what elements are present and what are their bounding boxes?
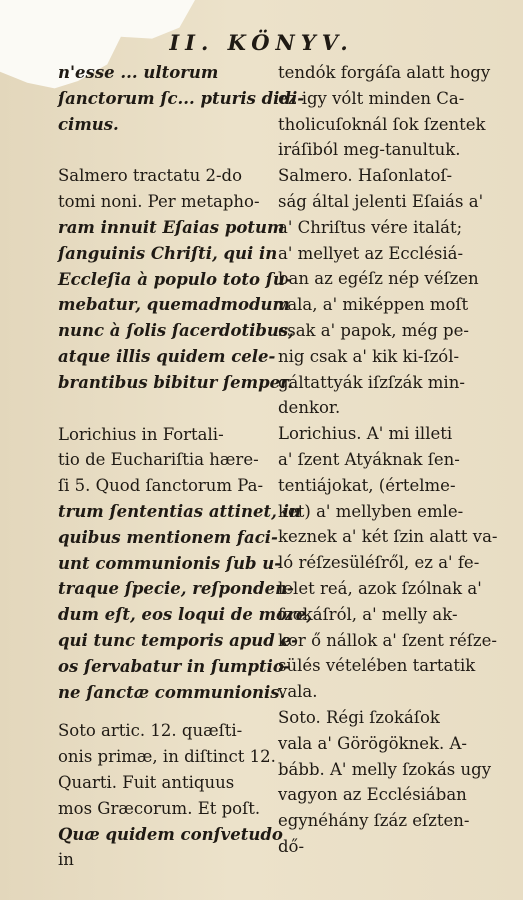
paragraph-gap: [58, 137, 270, 163]
hungarian-column: [278, 60, 506, 860]
text-line: ſi 5. Quod ſanctorum Pa-: [58, 476, 264, 496]
text-line: kor ő nállok a' ſzent réſze-: [278, 630, 497, 650]
text-line: ban az egéſz nép véſzen: [278, 269, 479, 289]
text-line: a' mellyet az Ecclésiá-: [278, 243, 464, 263]
text-line: Lorichius in Fortali-: [58, 424, 224, 444]
text-line: tomi noni. Per metapho-: [58, 192, 260, 212]
text-line: Soto artic. 12. quæſti-: [58, 721, 243, 741]
text-line: ſanguinis Chriſti, qui in: [58, 243, 278, 263]
text-line: in: [58, 850, 74, 870]
text-line: ket) a' mellyben emle-: [278, 501, 464, 521]
text-line: a' ſzent Atyáknak ſen-: [278, 449, 460, 469]
text-line: Salmero. Haſonlatoſ-: [278, 166, 453, 186]
text-line: Salmero tractatu 2-do: [58, 166, 243, 186]
text-line: iráſiból meg-tanultuk.: [278, 140, 461, 160]
text-line: unt communionis ſub u-: [58, 553, 282, 573]
text-line: os ſervabatur in ſumptio-: [58, 656, 291, 676]
text-line: keznek a' két ſzin alatt va-: [278, 527, 498, 547]
text-line: Soto. Régi ſzokáſok: [278, 707, 440, 727]
text-line: onis primæ, in diſtinct 12.: [58, 747, 276, 767]
text-line: Quæ quidem conſvetudo: [58, 824, 283, 844]
text-line: denkor.: [278, 398, 341, 418]
text-line: cimus.: [58, 114, 119, 134]
text-line: tio de Euchariſtia hære-: [58, 450, 259, 470]
text-line: trum ſententias attinet, in: [58, 501, 301, 521]
text-line: quibus mentionem faci-: [58, 527, 278, 547]
text-line: vala, a' miképpen moſt: [278, 295, 469, 315]
text-line: mos Græcorum. Et poſt.: [58, 798, 261, 818]
text-line: atque illis quidem cele-: [58, 346, 276, 366]
running-header: II. KÖNYV.: [169, 30, 354, 55]
text-line: dő-: [278, 836, 305, 856]
text-line: ſzokáſról, a' melly ak-: [278, 604, 458, 624]
text-line: ság által jelenti Eſaiás a': [278, 191, 484, 211]
text-line: ne ſanctæ communionis.: [58, 682, 286, 702]
text-line: tentiájokat, (értelme-: [278, 475, 456, 495]
text-line: ſanctorum ſc... pturis didi-: [58, 88, 305, 108]
text-line: ló réſzesüléſről, ez a' fe-: [278, 553, 480, 573]
text-line: vala a' Görögöknek. A-: [278, 733, 467, 753]
text-line: nunc à ſolis ſacerdotibus,: [58, 321, 294, 341]
text-line: a' Chriſtus vére italát;: [278, 217, 463, 237]
text-line: tendók forgáſa alatt hogy: [278, 63, 491, 82]
text-line: lelet reá, azok ſzólnak a': [278, 578, 482, 598]
text-line: ram innuit Eſaias potum: [58, 217, 285, 237]
text-line: gáltattyák iſzſzák min-: [278, 372, 465, 392]
text-line: Lorichius. A' mi illeti: [278, 424, 453, 444]
text-line: tholicuſoknál ſok ſzentek: [278, 114, 486, 134]
text-line: Eccleſia à populo toto ſu-: [58, 269, 292, 289]
text-line: dum eſt, eos loqui de more,: [58, 605, 312, 625]
text-line: egynéhány ſzáz eſzten-: [278, 811, 470, 831]
text-line: nig csak a' kik ki-ſzól-: [278, 346, 460, 366]
text-line: bább. A' melly ſzokás ugy: [278, 759, 492, 779]
text-line: vala.: [278, 682, 318, 702]
text-line: Quarti. Fuit antiquus: [58, 772, 235, 792]
text-line: ez igy vólt minden Ca-: [278, 88, 465, 108]
text-line: n'esse ... ultorum: [58, 63, 219, 82]
text-line: brantibus bibitur ſemper.: [58, 372, 294, 392]
paragraph-gap: [58, 705, 270, 718]
paragraph-gap: [58, 396, 270, 422]
text-line: csak a' papok, még pe-: [278, 320, 469, 340]
text-line: traque ſpecie, reſponden-: [58, 579, 294, 599]
text-line: vagyon az Ecclésiában: [278, 785, 467, 805]
text-line: sülés vételében tartatik: [278, 656, 476, 676]
text-line: qui tunc temporis apud e-: [58, 630, 298, 650]
text-line: mebatur, quemadmodum: [58, 295, 290, 315]
